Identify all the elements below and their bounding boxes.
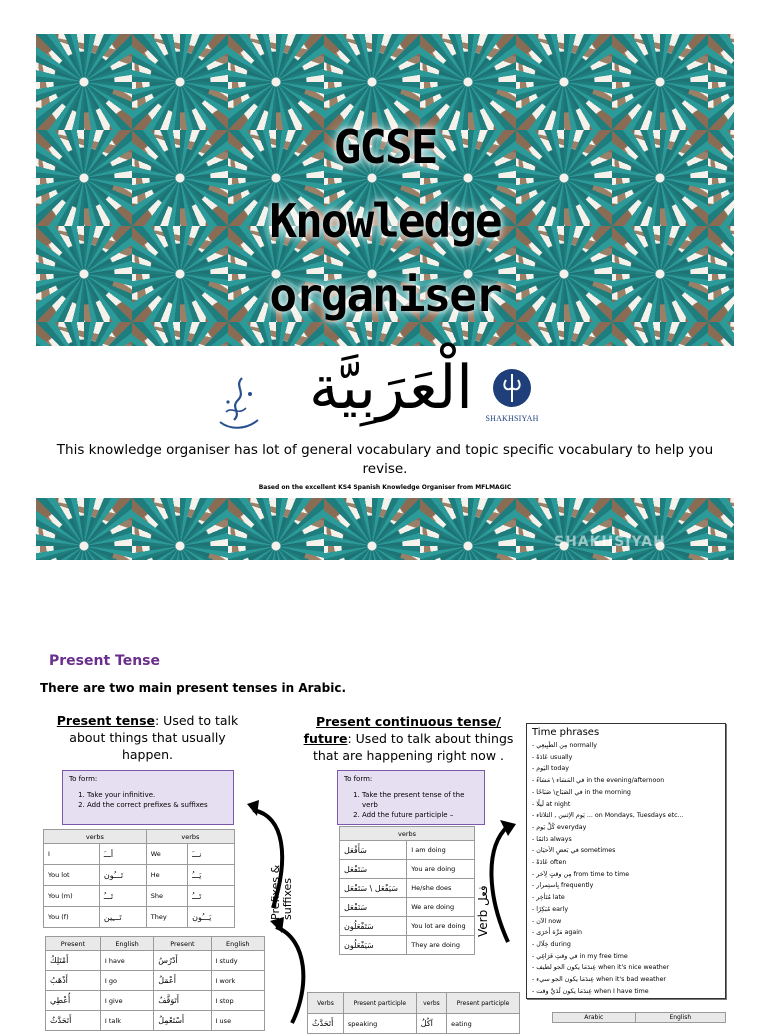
table-cell: سَيَفْعَل \ سَتَفْعَل — [340, 879, 407, 898]
table-header: Present — [46, 937, 101, 951]
present-continuous-heading — [296, 713, 521, 764]
form-box-title: To form: — [69, 775, 98, 783]
table-cell: You lot — [44, 865, 100, 886]
table-cell: نـــَ — [188, 844, 235, 865]
time-phrases-title: Time phrases — [532, 727, 600, 738]
table-header: Arabic — [553, 1013, 636, 1023]
table-row — [340, 879, 475, 898]
cover-title-line-1: GCSE — [333, 120, 437, 174]
list-item: - عَادَةً usually — [532, 753, 573, 761]
participles-table — [307, 992, 520, 1034]
list-item: - يَوم الإثنين , الثلاثاء ... on Mondays, Tuesdays etc... — [532, 812, 684, 820]
list-item: - في بَعضِ الأحيَان sometimes — [532, 847, 616, 855]
table-cell: They are doing — [407, 936, 475, 955]
present-tense-heading — [50, 712, 245, 763]
table-cell: We — [146, 844, 187, 865]
table-cell: تَـــِين — [99, 907, 146, 928]
list-item: - في المَسَاء \ مَسَاءً in the evening/afternoon — [532, 777, 665, 785]
table-row — [44, 907, 235, 928]
list-item: - عِندَمَا يكون الجو سيء when it's bad weather — [532, 976, 667, 984]
list-item: - عِندَمَا يكون لَدَيَّ وقت when I have time — [532, 987, 649, 995]
table-header: verbs — [340, 827, 475, 841]
table-header-row — [308, 993, 520, 1014]
present-continuous-heading-label: Present continuous tense/ — [315, 714, 502, 729]
table-cell: I talk — [100, 1011, 153, 1031]
table-cell: He/she does — [407, 879, 475, 898]
table-cell: آكُلُ — [416, 1014, 446, 1034]
table-header-row — [46, 937, 265, 951]
time-phrases-list — [532, 740, 720, 997]
table-cell: They — [146, 907, 187, 928]
table-header-row — [44, 830, 235, 844]
table-header: English — [211, 937, 264, 951]
table-cell: أَتَحَدَّثُ — [46, 1011, 101, 1031]
table-cell: سَيَفْعَلُون — [340, 936, 407, 955]
table-row — [340, 860, 475, 879]
present-tense-heading-label: Present tense — [56, 713, 155, 728]
table-cell: أَذْهَبُ — [46, 971, 101, 991]
list-item: - عَادَةً often — [532, 859, 567, 867]
table-cell: سَتَفْعَل — [340, 860, 407, 879]
table-row — [46, 971, 265, 991]
table-cell: أـــَ — [99, 844, 146, 865]
table-row — [340, 841, 475, 860]
cover-credit: Based on the excellent KS4 Spanish Knowledge Organiser from MFLMAGIC — [258, 484, 512, 491]
form-step: 1. Take the present tense of the verb — [362, 790, 478, 810]
form-step: 2. Add the correct prefixes & suffixes — [87, 800, 227, 810]
table-row — [44, 844, 235, 865]
list-item: - عِندَمَا يكون الجو لطيف when it's nice weather — [532, 964, 670, 972]
table-cell: He — [146, 865, 187, 886]
section-title: Present Tense — [49, 653, 161, 669]
table-cell: أَتَوَقَّفُ — [154, 991, 211, 1011]
present-tense-form-box — [62, 770, 234, 825]
table-cell: تَـــُ — [188, 886, 235, 907]
table-header-row — [553, 1013, 726, 1023]
list-item: - اليَوم today — [532, 765, 569, 773]
calligraphy-logo-icon — [212, 372, 264, 434]
form-step: 2. Add the future participle – — [362, 810, 478, 820]
list-item: - مُبَكِرًا early — [532, 905, 569, 913]
present-continuous-form-box — [337, 770, 485, 825]
table-row — [46, 951, 265, 971]
table-header-row — [340, 827, 475, 841]
table-cell: You (f) — [44, 907, 100, 928]
table-cell: I have — [100, 951, 153, 971]
list-item: - مِن الطَبِيعِي normally — [532, 742, 597, 749]
present-continuous-table — [339, 826, 475, 955]
arabic-english-table — [552, 1012, 726, 1023]
table-row — [44, 886, 235, 907]
table-cell: I go — [100, 971, 153, 991]
table-header: Present — [154, 937, 211, 951]
table-cell: eating — [447, 1014, 520, 1034]
list-item: - لَيلًا at night — [532, 800, 571, 808]
table-header: English — [635, 1013, 725, 1023]
table-row — [340, 917, 475, 936]
table-cell: You (m) — [44, 886, 100, 907]
table-cell: أَمْتَلِكُ — [46, 951, 101, 971]
conjugation-table — [43, 829, 235, 928]
table-header: English — [100, 937, 153, 951]
table-row — [44, 865, 235, 886]
arabic-title: الْعَرَبِيَّة — [309, 353, 473, 423]
table-cell: أَعْمَلُ — [154, 971, 211, 991]
table-cell: سَأَفْعَل — [340, 841, 407, 860]
table-cell: أَدْرُسُ — [154, 951, 211, 971]
list-item: - الآن now — [532, 917, 562, 925]
present-tense-heading-text: : Used to talk about things that usually happen. — [69, 713, 239, 762]
list-item: - مُتَأخِر late — [532, 894, 565, 902]
present-continuous-heading-text: : Used to talk about things that are happening right now . — [313, 731, 514, 763]
table-cell: I give — [100, 991, 153, 1011]
table-cell: You lot are doing — [407, 917, 475, 936]
list-item: - مَرَّة أُخرَى again — [532, 929, 582, 937]
table-cell: يَـــُ — [188, 865, 235, 886]
present-verbs-table — [45, 936, 265, 1031]
list-item: - في وقتِ فَرَاغِي in my free time — [532, 952, 628, 960]
table-cell: You are doing — [407, 860, 475, 879]
time-phrases-box — [526, 723, 726, 999]
watermark: SHAKHSIYAH — [554, 534, 666, 550]
table-cell: I work — [211, 971, 264, 991]
list-item: - دَائمًا always — [532, 835, 572, 843]
section-intro: There are two main present tenses in Arabic. — [40, 681, 347, 695]
list-item: - مِن وقتٍ لِآخر from time to time — [532, 870, 630, 878]
table-cell: speaking — [343, 1014, 416, 1034]
table-header: Verbs — [308, 993, 344, 1014]
table-row — [46, 991, 265, 1011]
list-item: - بِاستِمرار frequently — [532, 882, 594, 890]
table-cell: تَـــُون — [99, 865, 146, 886]
table-cell: سَتَفْعَلُون — [340, 917, 407, 936]
table-cell: سَنَفْعَل — [340, 898, 407, 917]
shakhsiyah-logo-text: SHAKHSIYAH — [485, 414, 539, 423]
future-heading-label: future — [303, 731, 348, 746]
prefixes-suffixes-label: Prefixes & suffixes — [269, 864, 294, 920]
list-item: - خِلَال during — [532, 940, 571, 948]
table-cell: أَتَحَدَّثُ — [308, 1014, 344, 1034]
table-cell: I stop — [211, 991, 264, 1011]
table-cell: I — [44, 844, 100, 865]
form-box-title: To form: — [344, 775, 373, 783]
table-cell: I study — [211, 951, 264, 971]
table-cell: أَسْتَعْمِلُ — [154, 1011, 211, 1031]
table-row — [340, 898, 475, 917]
table-cell: يَـــُون — [188, 907, 235, 928]
cover-page — [36, 34, 734, 560]
verb-label: Verb فعل — [476, 885, 490, 937]
list-item: - في الصَبَاح\ صَبَاحًا in the morning — [532, 788, 631, 796]
table-row — [46, 1011, 265, 1031]
shakhsiyah-emblem-icon — [482, 364, 542, 414]
table-cell: تَـــُ — [99, 886, 146, 907]
islamic-pattern-bottom — [36, 498, 734, 560]
cover-title-line-3: organiser — [269, 268, 501, 322]
table-header: verbs — [44, 830, 147, 844]
table-header: Present participle — [447, 993, 520, 1014]
table-row — [340, 936, 475, 955]
shakhsiyah-logo — [482, 364, 542, 434]
table-cell: She — [146, 886, 187, 907]
table-cell: I am doing — [407, 841, 475, 860]
cover-title-line-2: Knowledge — [269, 194, 501, 248]
list-item: - كُلَّ يَوم everyday — [532, 823, 587, 831]
cover-title-band — [36, 346, 734, 498]
table-header: verbs — [146, 830, 234, 844]
table-cell: We are doing — [407, 898, 475, 917]
cover-description: This knowledge organiser has lot of general vocabulary and topic specific vocabulary to help you revise. — [56, 442, 714, 477]
table-cell: I use — [211, 1011, 264, 1031]
table-header: Present participle — [343, 993, 416, 1014]
form-step: 1. Take your infinitive. — [87, 790, 227, 800]
table-header: verbs — [416, 993, 446, 1014]
table-cell: أُعْطِي — [46, 991, 101, 1011]
